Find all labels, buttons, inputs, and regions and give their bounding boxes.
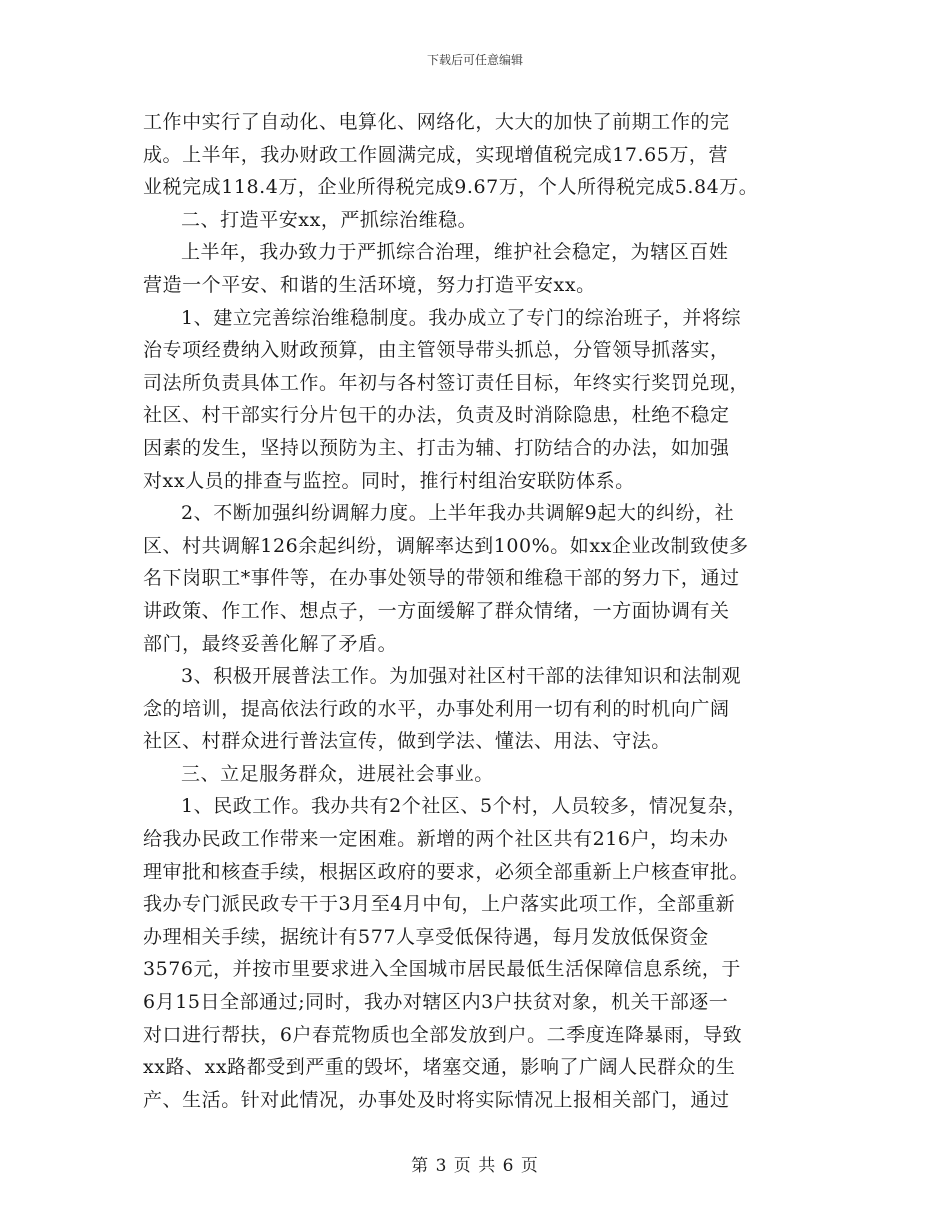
- text-line: 3576元，并按市里要求进入全国城市居民最低生活保障信息系统，于: [143, 958, 741, 981]
- text-line: 工作中实行了自动化、电算化、网络化，大大的加快了前期工作的完: [143, 111, 730, 133]
- page-number-footer: 第 3 页 共 6 页: [411, 1156, 539, 1176]
- text-line: 对口进行帮扶，6户春荒物质也全部发放到户。二季度连降暴雨，导致: [143, 1023, 743, 1046]
- text-line: 6月15日全部通过;同时，我办对辖区内3户扶贫对象，机关干部逐一: [143, 991, 729, 1014]
- text-line: 2、不断加强纠纷调解力度。上半年我办共调解9起大的纠纷，社: [181, 502, 735, 525]
- text-line: 给我办民政工作带来一定困难。新增的两个社区共有216户，均未办: [143, 828, 729, 851]
- text-line: 讲政策、作工作、想点子，一方面缓解了群众情绪，一方面协调有关: [143, 599, 730, 622]
- text-line: 1、民政工作。我办共有2个社区、5个村，人员较多，情况复杂，: [181, 795, 747, 818]
- text-line: 上半年，我办致力于严抓综合治理，维护社会稳定，为辖区百姓: [181, 241, 729, 264]
- text-line: 成。上半年，我办财政工作圆满完成，实现增值税完成17.65万，营: [143, 143, 728, 166]
- text-line: 三、立足服务群众，进展社会事业。: [181, 762, 494, 785]
- text-line: 我办专门派民政专干于3月至4月中旬，上户落实此项工作，全部重新: [143, 893, 736, 916]
- text-line: 名下岗职工*事件等，在办事处领导的带领和维稳干部的努力下，通过: [143, 567, 740, 590]
- text-line: 因素的发生，坚持以预防为主、打击为辅、打防结合的办法，如加强: [143, 436, 730, 459]
- text-line: 司法所负责具体工作。年初与各村签订责任目标，年终实行奖罚兑现，: [143, 371, 750, 394]
- text-line: 治专项经费纳入财政预算，由主管领导带头抓总，分管领导抓落实，: [143, 339, 730, 362]
- text-line: 营造一个平安、和谐的生活环境，努力打造平安xx。: [143, 273, 596, 296]
- text-line: 二、打造平安xx，严抓综治维稳。: [181, 208, 478, 231]
- text-line: xx路、xx路都受到严重的毁坏，堵塞交通，影响了广阔人民群众的生: [143, 1056, 736, 1079]
- text-line: 社区、村干部实行分片包干的办法，负责及时消除隐患，杜绝不稳定: [143, 404, 730, 427]
- text-line: 1、建立完善综治维稳制度。我办成立了专门的综治班子，并将综: [181, 306, 742, 329]
- text-line: 办理相关手续，据统计有577人享受低保待遇，每月发放低保资金: [143, 925, 709, 948]
- text-line: 念的培训，提高依法行政的水平，办事处利用一切有利的时机向广阔: [143, 697, 730, 720]
- text-line: 对xx人员的排查与监控。同时，推行村组治安联防体系。: [143, 469, 635, 492]
- text-line: 部门，最终妥善化解了矛盾。: [143, 632, 398, 655]
- text-line: 区、村共调解126余起纠纷，调解率达到100%。如xx企业改制致使多: [143, 534, 749, 557]
- text-line: 产、生活。针对此情况，办事处及时将实际情况上报相关部门，通过: [143, 1088, 730, 1111]
- text-line: 业税完成118.4万，企业所得税完成9.67万，个人所得税完成5.84万。: [143, 176, 759, 199]
- text-line: 社区、村群众进行普法宣传，做到学法、懂法、用法、守法。: [143, 730, 671, 753]
- text-line: 理审批和核查手续，根据区政府的要求，必须全部重新上户核查审批。: [143, 860, 750, 883]
- document-body: [143, 106, 808, 1116]
- text-line: 3、积极开展普法工作。为加强对社区村干部的法律知识和法制观: [181, 665, 742, 688]
- header-note: 下载后可任意编辑: [426, 53, 523, 67]
